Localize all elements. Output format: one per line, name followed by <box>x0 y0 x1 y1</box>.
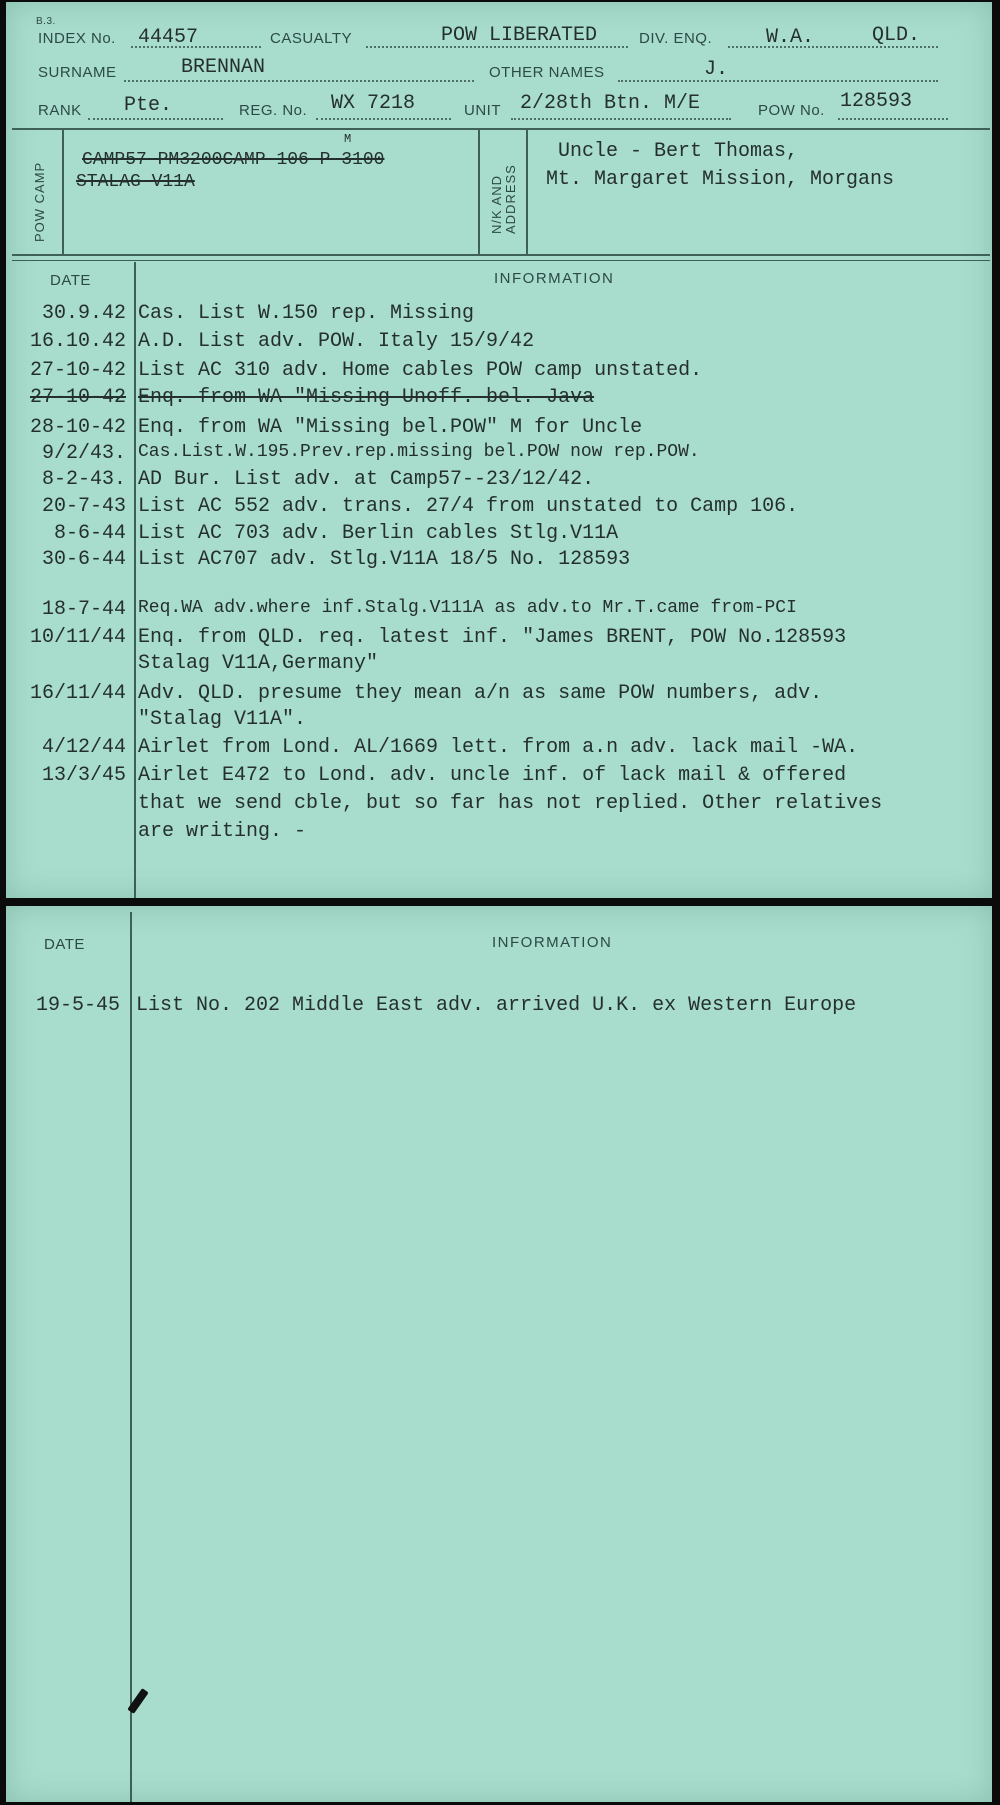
casualty-label: CASUALTY <box>270 30 353 47</box>
entry-text: Airlet from Lond. AL/1669 lett. from a.n adv. lack mail -WA. <box>138 736 859 759</box>
entry-row <box>6 764 992 790</box>
entry-row <box>6 359 992 385</box>
index-no-value: 44457 <box>138 26 199 49</box>
pow-camp-superscript: M <box>344 132 352 146</box>
entry-row <box>6 736 992 762</box>
entry-text: Enq. from QLD. req. latest inf. "James BRENT, POW No.128593 <box>138 626 847 649</box>
pow-no-value: 128593 <box>840 90 913 113</box>
entry-row <box>6 442 992 468</box>
entry-row <box>6 994 992 1020</box>
entry-date: 27-10-42 <box>29 359 126 382</box>
entry-row <box>6 522 992 548</box>
surname-label: SURNAME <box>38 64 117 81</box>
pow-camp-line-1 <box>82 150 384 170</box>
entry-date: 28-10-42 <box>29 416 126 439</box>
entry-row <box>6 416 992 442</box>
entry-date: 16/11/44 <box>29 682 126 705</box>
pow-camp-label: POW CAMP <box>32 161 47 242</box>
other-names-label: OTHER NAMES <box>489 64 605 81</box>
entry-row <box>6 330 992 356</box>
record-card-back <box>6 906 992 1802</box>
entry-row <box>6 386 992 412</box>
entry-text: List AC 552 adv. trans. 27/4 from unstated to Camp 106. <box>138 495 799 518</box>
casualty-value: POW LIBERATED <box>441 24 598 47</box>
entry-date: 18-7-44 <box>41 598 126 621</box>
div-enq-value: W.A. <box>766 26 815 49</box>
reg-no-value: WX 7218 <box>331 92 416 115</box>
nk-address-label <box>490 164 518 234</box>
entry-text: Enq. from WA "Missing bel.POW" M for Uncle <box>138 416 643 439</box>
entry-row <box>6 495 992 521</box>
unit-label: UNIT <box>464 102 501 119</box>
entry-text: that we send cble, but so far has not replied. Other relatives <box>138 792 883 815</box>
entry-date: 13/3/45 <box>41 764 126 787</box>
div-enq-label: DIV. ENQ. <box>639 30 713 47</box>
entry-date: 19-5-45 <box>35 994 120 1017</box>
entry-row <box>6 598 992 624</box>
entry-text: List AC707 adv. Stlg.V11A 18/5 No. 128593 <box>138 548 631 571</box>
information-column-header-2: INFORMATION <box>492 934 613 951</box>
pow-no-label: POW No. <box>758 102 825 119</box>
entry-date: 4/12/44 <box>41 736 126 759</box>
entry-row <box>6 820 992 846</box>
entry-row <box>6 626 992 652</box>
entry-text: Req.WA adv.where inf.Stalg.V111A as adv.to Mr.T.came from-PCI <box>138 598 797 618</box>
entry-date: 8-6-44 <box>53 522 126 545</box>
entry-text: List AC 703 adv. Berlin cables Stlg.V11A <box>138 522 619 545</box>
entry-text: Stalag V11A,Germany" <box>138 652 379 675</box>
entry-row <box>6 652 992 678</box>
entry-row <box>6 302 992 328</box>
pow-camp-line-1b: CAMP-106-P-3100 <box>222 150 385 170</box>
entry-text: List AC 310 adv. Home cables POW camp unstated. <box>138 359 703 382</box>
rank-value: Pte. <box>124 94 173 117</box>
entry-text: AD Bur. List adv. at Camp57--23/12/42. <box>138 468 595 491</box>
entry-date: 30-6-44 <box>41 548 126 571</box>
entry-date: 27-10-42 <box>29 386 126 409</box>
entry-date: 9/2/43. <box>41 442 126 465</box>
entry-date: 30.9.42 <box>41 302 126 325</box>
entry-row <box>6 468 992 494</box>
entry-text: Adv. QLD. presume they mean a/n as same POW numbers, adv. <box>138 682 823 705</box>
rank-label: RANK <box>38 102 82 119</box>
entry-row <box>6 708 992 734</box>
entry-text: are writing. - <box>138 820 307 843</box>
pow-camp-line-2: STALAG V11A <box>76 172 195 192</box>
div-enq-extra: QLD. <box>872 24 921 47</box>
entry-text: List No. 202 Middle East adv. arrived U.K. ex Western Europe <box>136 994 857 1017</box>
entry-date: 16.10.42 <box>29 330 126 353</box>
pow-camp-line-1a: CAMP57-PM3200 <box>82 150 223 170</box>
nk-address-label-2: ADDRESS <box>503 164 518 234</box>
entry-date: 8-2-43. <box>41 468 126 491</box>
entry-row <box>6 548 992 574</box>
entry-date: 20-7-43 <box>41 495 126 518</box>
reg-no-label: REG. No. <box>239 102 308 119</box>
entry-text: Cas. List W.150 rep. Missing <box>138 302 475 325</box>
nk-address-label-1: N/K AND <box>489 174 504 234</box>
index-no-label: INDEX No. <box>38 30 116 47</box>
entry-row <box>6 682 992 708</box>
unit-value: 2/28th Btn. M/E <box>520 92 701 115</box>
nk-address-line-1: Uncle - Bert Thomas, <box>558 140 799 163</box>
entry-date: 10/11/44 <box>29 626 126 649</box>
entry-text: Enq. from WA "Missing Unoff. bel. Java <box>138 386 595 409</box>
entry-row <box>6 792 992 818</box>
entry-text: Cas.List.W.195.Prev.rep.missing bel.POW now rep.POW. <box>138 442 700 462</box>
information-column-header: INFORMATION <box>494 270 615 287</box>
entry-text: "Stalag V11A". <box>138 708 307 731</box>
entry-text: Airlet E472 to Lond. adv. uncle inf. of lack mail & offered <box>138 764 847 787</box>
corner-mark: B.3. <box>36 16 56 27</box>
nk-address-line-2: Mt. Margaret Mission, Morgans <box>546 168 895 191</box>
entry-text: A.D. List adv. POW. Italy 15/9/42 <box>138 330 535 353</box>
date-column-header: DATE <box>50 272 91 289</box>
record-card-front <box>6 2 992 898</box>
surname-value: BRENNAN <box>181 56 266 79</box>
date-column-header-2: DATE <box>44 936 85 953</box>
other-names-value: J. <box>704 58 729 81</box>
